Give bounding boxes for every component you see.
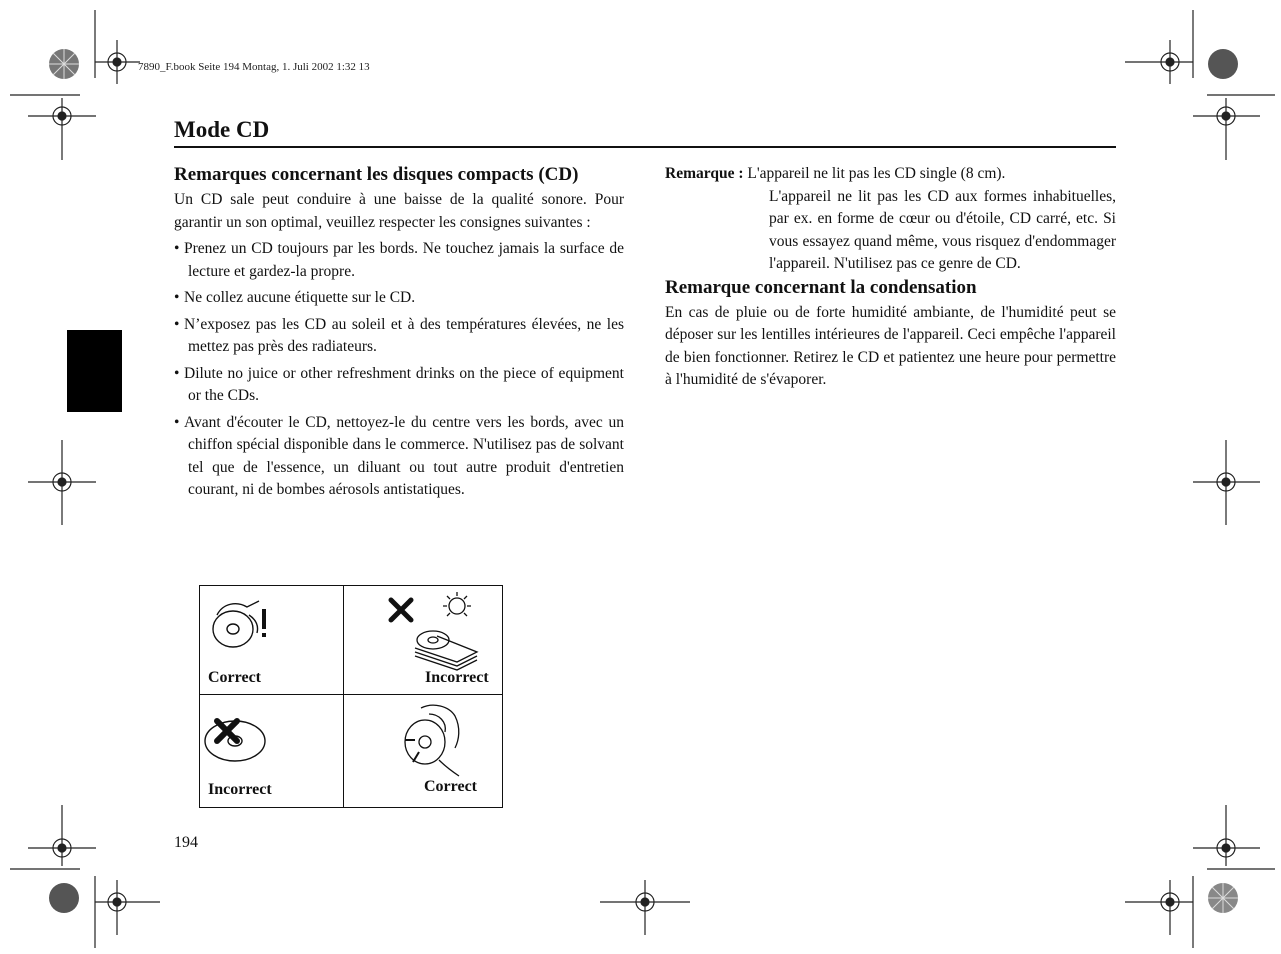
list-item: • Dilute no juice or other refreshment drinks on the piece of equipment or the CDs. bbox=[174, 364, 624, 404]
right-column bbox=[665, 163, 1116, 392]
bullet-glyph: • bbox=[174, 364, 180, 382]
note-continuation: L'appareil ne lit pas les CD aux formes inhabituelles, par ex. en forme de cœur ou d'étoile, CD carré, etc. Si vous essayez quand même, vous risquez d'endommager l'appareil. N'utilisez pas ce genre de CD. bbox=[769, 187, 1116, 272]
cd-remarks-heading: Remarques concernant les disques compacts (CD) bbox=[174, 164, 579, 185]
note-text: L'appareil ne lit pas les CD single (8 cm). bbox=[747, 165, 1006, 182]
crosshair-icon bbox=[1193, 805, 1260, 866]
bullet-glyph: • bbox=[174, 315, 180, 333]
cell-label: Incorrect bbox=[425, 669, 489, 686]
calibration-rosette-icon bbox=[49, 49, 79, 79]
calibration-rosette-icon bbox=[49, 883, 79, 913]
crosshair-icon bbox=[1193, 440, 1260, 525]
note-first-line bbox=[665, 163, 1116, 186]
list-item: • Ne collez aucune étiquette sur le CD. bbox=[174, 287, 624, 310]
list-item: • Avant d'écouter le CD, nettoyez-le du centre vers les bords, avec un chiffon spécial disponible dans le commerce. N'utilisez pas de solvant tel que de l'essence, un diluant ou tout autre produit d'entretien courant, ni de bombes aérosols antistatiques. bbox=[174, 413, 624, 498]
calibration-rosette-icon bbox=[1208, 883, 1238, 913]
section-title: Mode CD bbox=[174, 117, 270, 142]
cd-handling-figure bbox=[199, 585, 503, 808]
page-number: 194 bbox=[174, 834, 198, 851]
crosshair-icon bbox=[95, 40, 140, 84]
cd-stack-in-sun-icon bbox=[385, 590, 497, 672]
print-info-line: 7890_F.book Seite 194 Montag, 1. Juli 2002 1:32 13 bbox=[138, 61, 370, 73]
crosshair-icon bbox=[1125, 880, 1193, 935]
list-item: • N’exposez pas les CD au soleil et à des températures élevées, ne les mettez pas près des radiateurs. bbox=[174, 315, 624, 355]
crosshair-icon bbox=[1193, 98, 1260, 160]
chapter-tab-marker bbox=[67, 330, 122, 412]
crosshair-icon bbox=[28, 440, 96, 525]
cell-label: Correct bbox=[208, 669, 261, 686]
title-rule bbox=[174, 146, 1116, 148]
crosshair-icon bbox=[1125, 40, 1193, 84]
bullet-glyph: • bbox=[174, 240, 180, 257]
crosshair-icon bbox=[600, 880, 690, 935]
crosshair-icon bbox=[95, 880, 160, 935]
cd-held-by-edge-icon bbox=[207, 595, 277, 657]
cd-care-list bbox=[174, 238, 624, 502]
calibration-rosette-icon bbox=[1208, 49, 1238, 79]
bullet-glyph: • bbox=[174, 289, 180, 306]
left-column bbox=[174, 163, 624, 506]
cd-wiped-from-center-icon bbox=[399, 700, 469, 778]
crosshair-icon bbox=[28, 98, 96, 160]
list-item: • Prenez un CD toujours par les bords. Ne touchez jamais la surface de lecture et gardez-la propre. bbox=[174, 240, 624, 280]
cd-crossed-out-icon bbox=[203, 713, 271, 765]
condensation-body: En cas de pluie ou de forte humidité ambiante, de l'humidité peut se déposer sur les lentilles intérieures de l'appareil. Ceci empêche l'appareil de bien fonctionner. Retirez le CD et patientez une heure pour permettre à l'humidité de s'évaporer. bbox=[665, 303, 1116, 388]
crosshair-icon bbox=[28, 805, 96, 866]
cd-remarks-intro: Un CD sale peut conduire à une baisse de la qualité sonore. Pour garantir un son optimal, veuillez respecter les consignes suivantes : bbox=[174, 191, 624, 231]
condensation-heading: Remarque concernant la condensation bbox=[665, 276, 977, 298]
bullet-glyph: • bbox=[174, 413, 180, 431]
cell-label: Incorrect bbox=[208, 781, 272, 798]
cell-label: Correct bbox=[424, 778, 477, 795]
note-label: Remarque : bbox=[665, 165, 744, 182]
